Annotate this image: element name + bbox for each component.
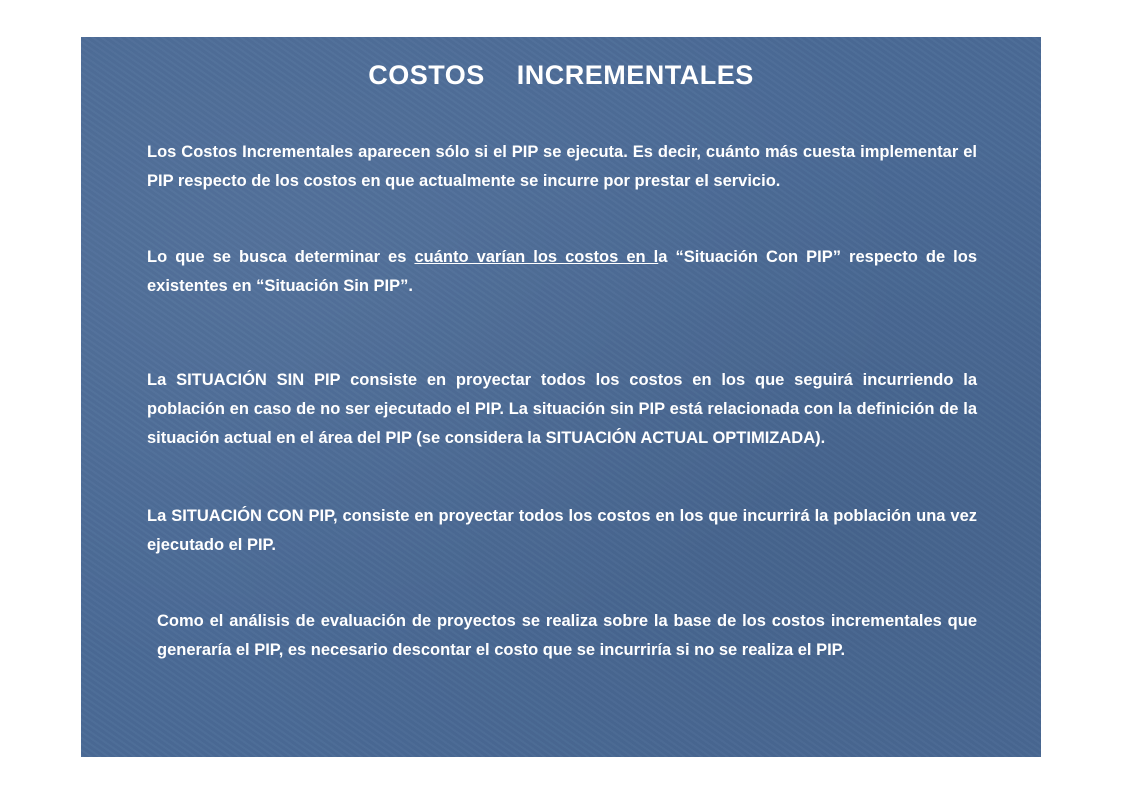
paragraph-situacion-con-pip: La SITUACIÓN CON PIP, consiste en proyectar todos los costos en los que incurrirá la población una vez ejecutado el PIP. — [147, 507, 977, 554]
slide — [81, 37, 1041, 757]
slide-title: COSTOS INCREMENTALES — [368, 60, 754, 90]
paragraph-costos-incrementales: Los Costos Incrementales aparecen sólo si el PIP se ejecuta. Es decir, cuánto más cuesta implementar el PIP respecto de los costos en que actualmente se incurre por prestar el servicio. — [147, 143, 977, 190]
paragraph-conclusion: Como el análisis de evaluación de proyectos se realiza sobre la base de los costos incrementales que generaría el PIP, es necesario descontar el costo que se incurriría si no se realiza el PIP. — [157, 612, 977, 659]
underlined-phrase: cuánto varían los costos en l — [414, 248, 659, 266]
paragraph-determinar-costos — [147, 243, 977, 301]
paragraph-situacion-sin-pip: La SITUACIÓN SIN PIP consiste en proyectar todos los costos en los que seguirá incurriendo la población en caso de no ser ejecutado el PIP. La situación sin PIP está relacionada con la definición de la situación actual en el área del PIP (se considera la SITUACIÓN ACTUAL OPTIMIZADA). — [147, 371, 977, 447]
paragraph-text-before: Lo que se busca determinar es — [147, 248, 415, 266]
paragraph-text-after: a “Situación Con PIP” respecto de los existentes en “Situación Sin PIP”. — [147, 248, 978, 295]
